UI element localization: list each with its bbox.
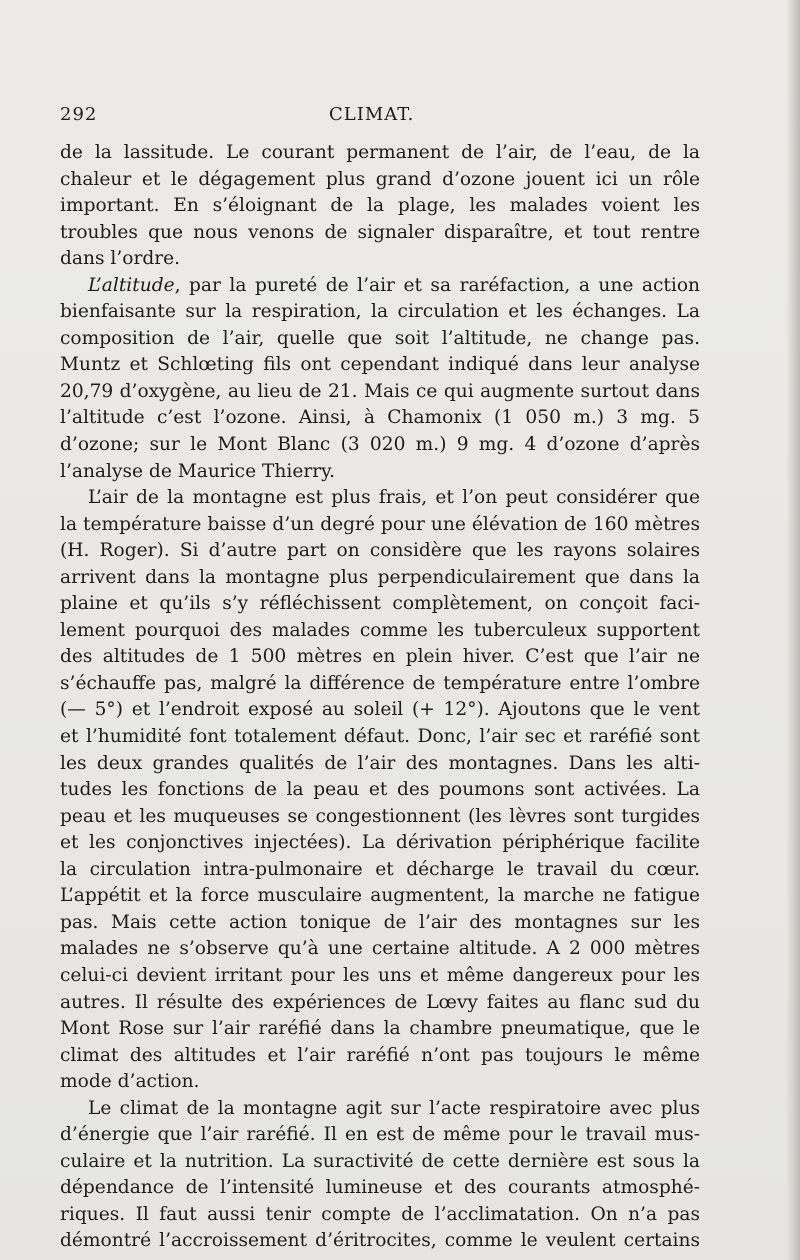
text-line: s’échauffe pas, malgré la différence de température entre l’ombre (60, 672, 700, 694)
text-line: d’ozone; sur le Mont Blanc (3 020 m.) 9 mg. 4 d’ozone d’après (60, 434, 700, 456)
text-line: (— 5°) et l’endroit exposé au soleil (+ 12°). Ajoutons que le vent (60, 699, 700, 721)
text-line: autres. Il résulte des expériences de Lœvy faites au flanc sud du (60, 991, 700, 1013)
body-text (60, 140, 700, 1255)
text-line: Le climat de la montagne agit sur l’acte respiratoire avec plus (88, 1097, 700, 1119)
text-line: important. En s’éloignant de la plage, les malades voient les (60, 195, 700, 217)
text-line: climat des altitudes et l’air raréfié n’ont pas toujours le même (60, 1044, 700, 1066)
text-line: composition de l’air, quelle que soit l’altitude, ne change pas. (60, 327, 700, 349)
running-head (60, 104, 415, 128)
text-line: dépendance de l’intensité lumineuse et des courants atmosphé- (60, 1177, 700, 1199)
text-line: et l’humidité font totalement défaut. Donc, l’air sec et raréfié sont (60, 726, 700, 748)
text-line: malades ne s’observe qu’à une certaine altitude. A 2 000 mètres (60, 938, 700, 960)
text-line: la circulation intra-pulmonaire et décharge le travail du cœur. (60, 858, 700, 880)
text-line: démontré l’accroissement d’éritrocites, comme le veulent certains (60, 1230, 700, 1252)
page-number: 292 (60, 104, 98, 125)
text-line: chaleur et le dégagement plus grand d’ozone jouent ici un rôle (60, 168, 700, 190)
text-line: L’appétit et la force musculaire augmentent, la marche ne fatigue (60, 885, 700, 907)
text-span: , par la pureté de l’air et sa raréfaction, a une action (174, 274, 700, 296)
text-line: mode d’action. (60, 1071, 200, 1093)
text-line: pas. Mais cette action tonique de l’air des montagnes sur les (60, 911, 700, 933)
text-line: L’air de la montagne est plus frais, et l’on peut considérer que (88, 487, 700, 509)
text-line: les deux grandes qualités de l’air des montagnes. Dans les alti- (60, 752, 700, 774)
text-line: riques. Il faut aussi tenir compte de l’acclimatation. On n’a pas (60, 1203, 700, 1225)
text-line: culaire et la nutrition. La suractivité de cette dernière est sous la (60, 1150, 700, 1172)
italic-term: L’altitude (88, 274, 175, 296)
text-line: l’analyse de Maurice Thierry. (60, 460, 336, 482)
text-line: troubles que nous venons de signaler disparaître, et tout rentre (60, 221, 700, 243)
text-line: Mont Rose sur l’air raréfié dans la chambre pneumatique, que le (60, 1018, 700, 1040)
text-line: bienfaisante sur la respiration, la circulation et les échanges. La (60, 301, 700, 323)
text-line: celui-ci devient irritant pour les uns et même dangereux pour les (60, 964, 700, 986)
text-line: d’énergie que l’air raréfié. Il en est de même pour le travail mus- (60, 1124, 700, 1146)
text-line: tudes les fonctions de la peau et des poumons sont activées. La (60, 779, 700, 801)
running-title: CLIMAT. (329, 104, 415, 125)
page-edge-shadow (786, 0, 800, 1260)
text-line: la température baisse d’un degré pour une élévation de 160 mètres (60, 513, 700, 535)
text-line: et les conjonctives injectées). La dérivation périphérique facilite (60, 832, 700, 854)
text-line: plaine et qu’ils s’y réfléchissent complètement, on conçoit faci- (60, 593, 700, 615)
text-line: 20,79 d’oxygène, au lieu de 21. Mais ce qui augmente surtout dans (60, 380, 700, 402)
text-line: de la lassitude. Le courant permanent de l’air, de l’eau, de la (60, 142, 700, 163)
text-line (60, 273, 700, 300)
text-line: arrivent dans la montagne plus perpendiculairement que dans la (60, 566, 700, 588)
text-line: Muntz et Schlœting fils ont cependant indiqué dans leur analyse (60, 354, 700, 376)
text-line: (H. Roger). Si d’autre part on considère que les rayons solaires (60, 540, 700, 562)
text-line: l’altitude c’est l’ozone. Ainsi, à Chamonix (1 050 m.) 3 mg. 5 (60, 407, 700, 429)
text-line: lement pourquoi des malades comme les tuberculeux supportent (60, 619, 700, 641)
text-line: des altitudes de 1 500 mètres en plein hiver. C’est que l’air ne (60, 646, 700, 668)
text-line: dans l’ordre. (60, 248, 181, 270)
text-line: peau et les muqueuses se congestionnent (les lèvres sont turgides (60, 805, 700, 827)
